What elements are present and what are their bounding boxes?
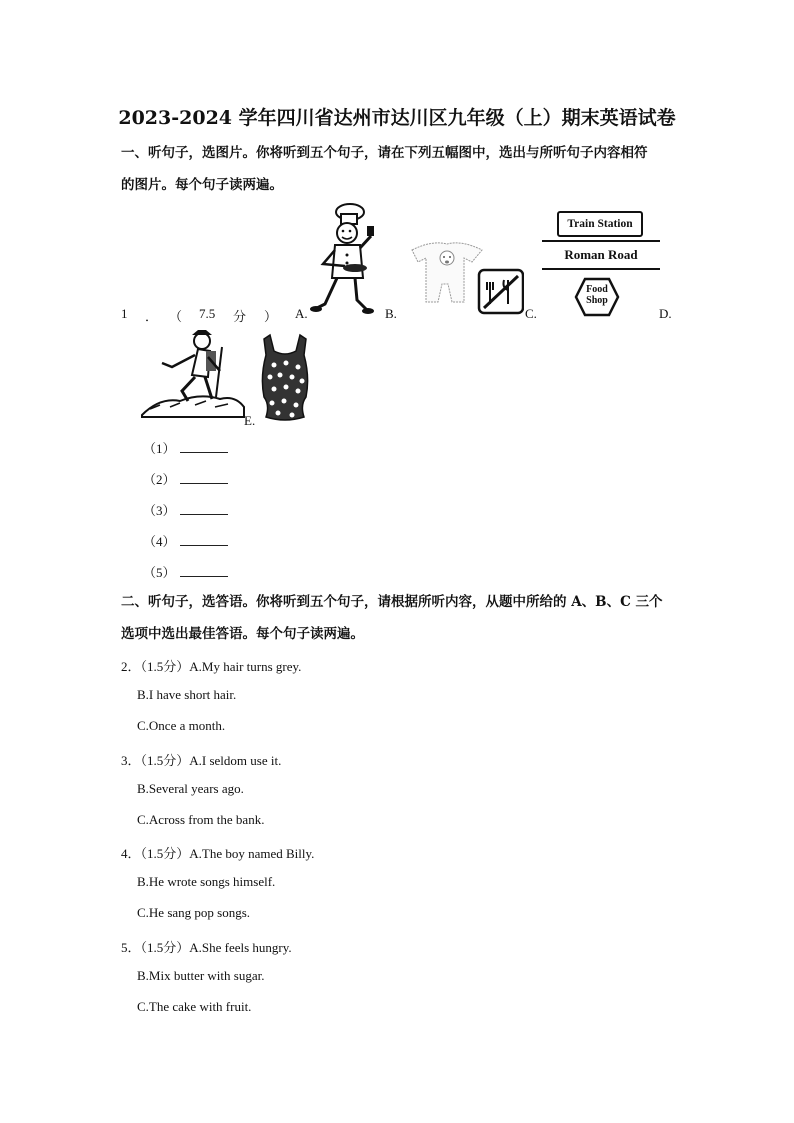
food-shop-sign: Food Shop — [586, 284, 608, 306]
question-2-option-b: B.I have short hair. — [137, 687, 237, 702]
question-3-option-b: B.Several years ago. — [137, 781, 244, 796]
question-2-option-c: C.Once a month. — [137, 718, 226, 733]
section-1-line-2: 的图片。每个句子读两遍。 — [121, 177, 283, 193]
page-title: 2023-2024 学年四川省达州市达川区九年级（上）期末英语试卷 — [118, 107, 676, 129]
answer-blank-4[interactable]: （4） — [143, 531, 228, 550]
answer-blank-5[interactable]: （5） — [143, 562, 228, 581]
section-1-instruction — [121, 137, 681, 201]
q1-close-paren: ） — [264, 309, 278, 324]
q1-open-paren: （ — [169, 309, 183, 324]
answer-blank-3[interactable]: （3） — [143, 500, 228, 519]
chef-icon — [305, 200, 375, 315]
train-station-sign: Train Station — [557, 211, 643, 237]
section-1-line-1: 一、听句子，选图片。你将听到五个句子，请在下列五幅图中，选出与所听句子内容相符 — [121, 145, 648, 161]
section-2-instruction — [121, 586, 681, 650]
question-5-option-c: C.The cake with fruit. — [137, 999, 252, 1014]
q1-dot: ． — [145, 309, 159, 324]
answer-blank-1[interactable]: （1） — [143, 438, 228, 457]
q1-score-unit: 分 — [233, 309, 247, 324]
q1-number: 1 — [121, 306, 128, 321]
option-b-label: B. — [385, 306, 397, 321]
answer-blank-2[interactable]: （2） — [143, 469, 228, 488]
q1-score: 7.5 — [199, 306, 216, 321]
divider — [542, 240, 660, 242]
question-4-option-b: B.He wrote songs himself. — [137, 874, 276, 889]
question-3-stem: 3．（1.5分）A.I seldom use it. — [121, 753, 282, 768]
roman-road-sign: Roman Road — [564, 247, 638, 262]
question-3-option-c: C.Across from the bank. — [137, 812, 265, 827]
hiker-icon — [140, 327, 245, 422]
option-a-label: A. — [295, 306, 308, 321]
question-2-stem: 2．（1.5分）A.My hair turns grey. — [121, 659, 302, 674]
question-4-stem: 4．（1.5分）A.The boy named Billy. — [121, 846, 315, 861]
question-4-option-c: C.He sang pop songs. — [137, 905, 251, 920]
divider — [542, 268, 660, 270]
option-d-label: D. — [659, 306, 672, 321]
question-5-stem: 5．（1.5分）A.She feels hungry. — [121, 940, 292, 955]
question-5-option-b: B.Mix butter with sugar. — [137, 968, 265, 983]
section-2-line-1: 二、听句子，选答语。你将听到五个句子，请根据所听内容，从题中所给的 A、B、C 三个 — [121, 594, 663, 610]
section-2-line-2: 选项中选出最佳答语。每个句子读两遍。 — [121, 626, 364, 642]
road-signs-icon — [542, 207, 660, 319]
option-c-label: C. — [525, 306, 537, 321]
swimsuit-icon — [258, 331, 313, 423]
baby-romper-icon — [402, 232, 524, 317]
option-e-label: E. — [244, 413, 256, 428]
